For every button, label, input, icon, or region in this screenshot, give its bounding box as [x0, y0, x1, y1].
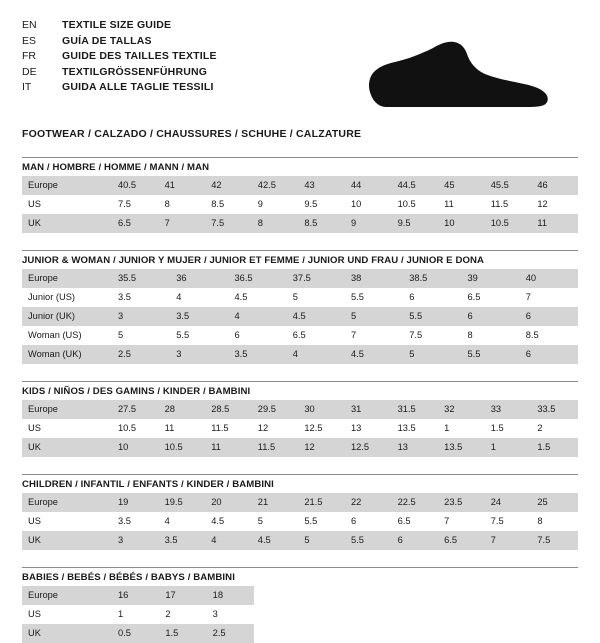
size-group-children [22, 474, 578, 550]
cell: 9.5 [298, 195, 345, 214]
size-group-man [22, 157, 578, 233]
group-title: JUNIOR & WOMAN / JUNIOR Y MUJER / JUNIOR ET FEMME / JUNIOR UND FRAU / JUNIOR E DONA [22, 255, 485, 266]
cell: 4 [229, 307, 287, 326]
cell: 18 [207, 586, 254, 605]
cell: 38.5 [403, 269, 461, 288]
divider [22, 381, 578, 382]
cell: 10 [438, 214, 485, 233]
cell: 3.5 [229, 345, 287, 364]
cell: 3.5 [159, 531, 206, 550]
group-title: CHILDREN / INFANTIL / ENFANTS / KINDER / BAMBINI [22, 479, 274, 490]
language-code: FR [22, 50, 36, 62]
cell: 7 [159, 214, 206, 233]
cell: 44.5 [392, 176, 439, 195]
cell: 5.5 [345, 531, 392, 550]
cell: 11.5 [485, 195, 532, 214]
cell: 2 [159, 605, 206, 624]
row-label: Woman (UK) [22, 345, 112, 364]
cell: 46 [531, 176, 578, 195]
cell: 38 [345, 269, 403, 288]
table-row [22, 269, 578, 288]
cell: 5.5 [298, 512, 345, 531]
language-row [22, 49, 217, 65]
language-title: GUÍA DE TALLAS [62, 34, 152, 47]
divider [22, 567, 578, 568]
group-title: MAN / HOMBRE / HOMME / MANN / MAN [22, 162, 210, 173]
cell: 3 [112, 531, 159, 550]
cell: 22 [345, 493, 392, 512]
cell: 5.5 [170, 326, 228, 345]
document-header [22, 18, 578, 114]
cell: 8 [462, 326, 520, 345]
cell: 19 [112, 493, 159, 512]
cell: 35.5 [112, 269, 170, 288]
language-code: IT [22, 81, 32, 93]
table-row [22, 438, 578, 457]
cell: 8.5 [205, 195, 252, 214]
cell: 1 [112, 605, 159, 624]
cell: 4.5 [287, 307, 345, 326]
cell: 33 [485, 400, 532, 419]
language-title: GUIDA ALLE TAGLIE TESSILI [62, 81, 214, 93]
cell: 42 [205, 176, 252, 195]
cell: 5 [287, 288, 345, 307]
cell: 5 [252, 512, 299, 531]
cell: 5 [112, 326, 170, 345]
cell: 5.5 [345, 288, 403, 307]
cell: 6.5 [462, 288, 520, 307]
cell: 11 [531, 214, 578, 233]
cell: 3.5 [112, 288, 170, 307]
cell: 8 [531, 512, 578, 531]
cell: 6.5 [287, 326, 345, 345]
cell: 12.5 [298, 419, 345, 438]
cell: 6.5 [392, 512, 439, 531]
cell: 7.5 [112, 195, 159, 214]
cell: 16 [112, 586, 159, 605]
cell: 6 [345, 512, 392, 531]
size-table-junior-woman [22, 269, 578, 364]
language-row [22, 18, 217, 34]
cell: 28.5 [205, 400, 252, 419]
divider [22, 474, 578, 475]
size-group-babies [22, 567, 578, 643]
row-label: Junior (UK) [22, 307, 112, 326]
cell: 4 [287, 345, 345, 364]
cell: 33.5 [531, 400, 578, 419]
cell: 10.5 [159, 438, 206, 457]
table-row [22, 195, 578, 214]
cell: 3.5 [170, 307, 228, 326]
cell: 9 [345, 214, 392, 233]
cell: 12 [298, 438, 345, 457]
cell: 5.5 [462, 345, 520, 364]
cell: 7.5 [531, 531, 578, 550]
cell: 3 [170, 345, 228, 364]
cell: 4 [170, 288, 228, 307]
language-code: EN [22, 19, 37, 31]
table-row [22, 586, 254, 605]
cell: 24 [485, 493, 532, 512]
cell: 8 [252, 214, 299, 233]
cell: 7 [520, 288, 578, 307]
cell: 8 [159, 195, 206, 214]
table-row [22, 493, 578, 512]
cell: 28 [159, 400, 206, 419]
cell: 2.5 [207, 624, 254, 643]
cell: 3 [112, 307, 170, 326]
cell: 3.5 [112, 512, 159, 531]
cell: 10.5 [392, 195, 439, 214]
row-label: Europe [22, 493, 112, 512]
cell: 6 [403, 288, 461, 307]
cell: 32 [438, 400, 485, 419]
cell: 4 [205, 531, 252, 550]
cell: 45 [438, 176, 485, 195]
size-table-man [22, 176, 578, 233]
cell: 7 [485, 531, 532, 550]
group-title: KIDS / NIÑOS / DES GAMINS / KINDER / BAMBINI [22, 386, 251, 397]
cell: 12 [531, 195, 578, 214]
row-label: UK [22, 624, 112, 643]
row-label: Europe [22, 269, 112, 288]
cell: 6 [229, 326, 287, 345]
row-label: US [22, 419, 112, 438]
table-row [22, 512, 578, 531]
language-code: ES [22, 34, 37, 47]
size-table-children [22, 493, 578, 550]
cell: 10.5 [485, 214, 532, 233]
cell: 21.5 [298, 493, 345, 512]
row-label: UK [22, 214, 112, 233]
cell: 12.5 [345, 438, 392, 457]
cell: 39 [462, 269, 520, 288]
cell: 5.5 [403, 307, 461, 326]
cell: 31 [345, 400, 392, 419]
row-label: Europe [22, 400, 112, 419]
cell: 1.5 [531, 438, 578, 457]
cell: 23.5 [438, 493, 485, 512]
cell: 13.5 [438, 438, 485, 457]
cell: 7.5 [403, 326, 461, 345]
table-row [22, 605, 254, 624]
cell: 7 [438, 512, 485, 531]
cell: 9 [252, 195, 299, 214]
row-label: US [22, 195, 112, 214]
table-row [22, 176, 578, 195]
cell: 5 [403, 345, 461, 364]
cell: 5 [345, 307, 403, 326]
cell: 8.5 [520, 326, 578, 345]
table-row [22, 345, 578, 364]
language-row [22, 34, 217, 50]
cell: 6 [462, 307, 520, 326]
row-label: US [22, 512, 112, 531]
cell: 2 [531, 419, 578, 438]
cell: 6 [520, 345, 578, 364]
divider [22, 157, 578, 158]
group-title: BABIES / BEBÉS / BÉBÉS / BABYS / BAMBINI [22, 572, 235, 583]
cell: 40.5 [112, 176, 159, 195]
category-title: FOOTWEAR / CALZADO / CHAUSSURES / SCHUHE / CALZATURE [22, 128, 362, 140]
cell: 4.5 [229, 288, 287, 307]
cell: 10.5 [112, 419, 159, 438]
cell: 17 [159, 586, 206, 605]
language-title: TEXTILGRÖSSENFÜHRUNG [62, 65, 208, 78]
cell: 13 [392, 438, 439, 457]
table-row [22, 307, 578, 326]
cell: 6 [520, 307, 578, 326]
cell: 12 [252, 419, 299, 438]
cell: 11.5 [205, 419, 252, 438]
language-code: DE [22, 65, 37, 78]
cell: 43 [298, 176, 345, 195]
cell: 25 [531, 493, 578, 512]
cell: 1 [438, 419, 485, 438]
language-title-list [22, 18, 217, 96]
dress-shoe-icon [364, 40, 554, 110]
language-title: GUIDE DES TAILLES TEXTILE [62, 50, 217, 62]
table-row [22, 288, 578, 307]
cell: 30 [298, 400, 345, 419]
cell: 4.5 [205, 512, 252, 531]
cell: 27.5 [112, 400, 159, 419]
cell: 9.5 [392, 214, 439, 233]
row-label: UK [22, 531, 112, 550]
cell: 4 [159, 512, 206, 531]
cell: 29.5 [252, 400, 299, 419]
cell: 11.5 [252, 438, 299, 457]
table-row [22, 531, 578, 550]
cell: 31.5 [392, 400, 439, 419]
row-label: Europe [22, 176, 112, 195]
row-label: Europe [22, 586, 112, 605]
size-group-kids [22, 381, 578, 457]
cell: 6.5 [112, 214, 159, 233]
cell: 10 [112, 438, 159, 457]
table-row [22, 419, 578, 438]
language-row [22, 65, 217, 81]
cell: 19.5 [159, 493, 206, 512]
cell: 37.5 [287, 269, 345, 288]
cell: 36.5 [229, 269, 287, 288]
cell: 8.5 [298, 214, 345, 233]
cell: 11 [159, 419, 206, 438]
cell: 41 [159, 176, 206, 195]
cell: 7 [345, 326, 403, 345]
cell: 7.5 [485, 512, 532, 531]
cell: 36 [170, 269, 228, 288]
language-title-list-body [22, 18, 217, 96]
cell: 10 [345, 195, 392, 214]
table-row [22, 326, 578, 345]
cell: 4.5 [345, 345, 403, 364]
table-row [22, 214, 578, 233]
cell: 13.5 [392, 419, 439, 438]
cell: 2.5 [112, 345, 170, 364]
table-row [22, 624, 254, 643]
divider [22, 250, 578, 251]
table-row [22, 400, 578, 419]
cell: 7.5 [205, 214, 252, 233]
cell: 1 [485, 438, 532, 457]
cell: 44 [345, 176, 392, 195]
row-label: UK [22, 438, 112, 457]
cell: 22.5 [392, 493, 439, 512]
cell: 5 [298, 531, 345, 550]
cell: 3 [207, 605, 254, 624]
cell: 6.5 [438, 531, 485, 550]
size-group-junior-woman [22, 250, 578, 364]
cell: 21 [252, 493, 299, 512]
language-row [22, 80, 217, 96]
cell: 11 [438, 195, 485, 214]
cell: 1.5 [485, 419, 532, 438]
language-title: TEXTILE SIZE GUIDE [62, 19, 172, 31]
size-table-kids [22, 400, 578, 457]
row-label: Junior (US) [22, 288, 112, 307]
cell: 11 [205, 438, 252, 457]
row-label: Woman (US) [22, 326, 112, 345]
cell: 45.5 [485, 176, 532, 195]
cell: 42.5 [252, 176, 299, 195]
row-label: US [22, 605, 112, 624]
cell: 40 [520, 269, 578, 288]
size-table-babies [22, 586, 254, 643]
cell: 20 [205, 493, 252, 512]
cell: 0.5 [112, 624, 159, 643]
cell: 13 [345, 419, 392, 438]
cell: 6 [392, 531, 439, 550]
cell: 4.5 [252, 531, 299, 550]
cell: 1.5 [159, 624, 206, 643]
